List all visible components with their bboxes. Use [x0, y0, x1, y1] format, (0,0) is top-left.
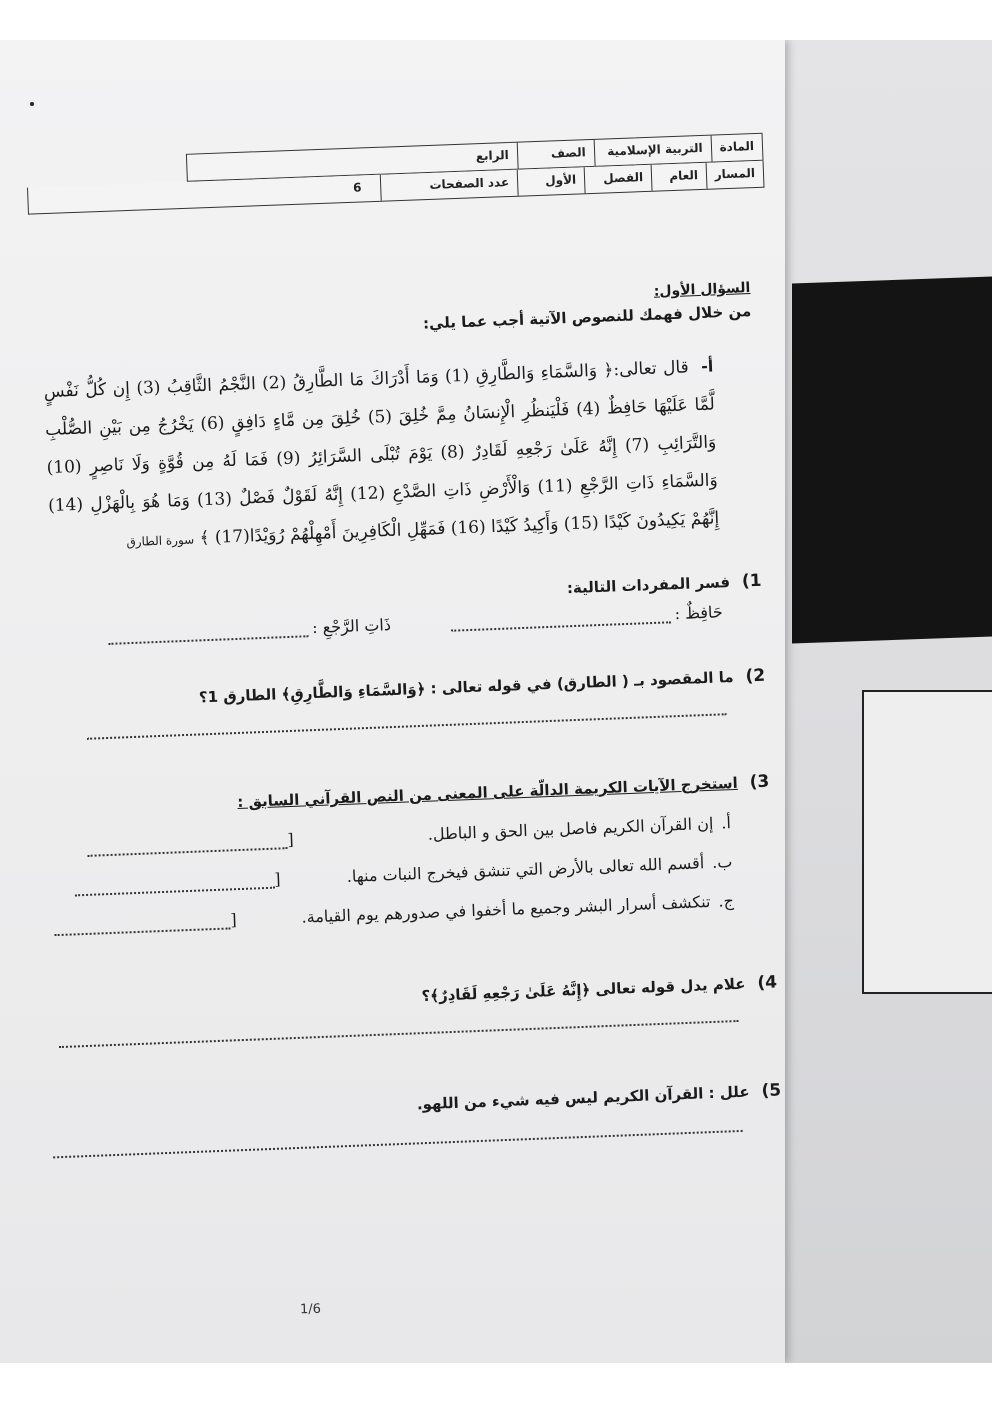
- q2-answer-line[interactable]: [87, 713, 727, 740]
- q1-answer2-line[interactable]: [109, 635, 309, 645]
- q3-text: استخرج الآيات الكريمة الدالّة على المعنى من النص القرآني السابق :: [236, 773, 739, 812]
- q3-b-bracket: [: [273, 869, 281, 889]
- q4-answer-line[interactable]: [59, 1020, 739, 1048]
- q3-item-b: [52, 852, 732, 897]
- section-title: السؤال الأول:: [653, 280, 751, 300]
- q5-number: 5): [761, 1080, 782, 1102]
- header-table: [18, 133, 765, 216]
- q2-text: ما المقصود بـ ( الطارق) في قوله تعالى : ﴿وَالسَّمَاءِ وَالطَّارِقِ﴾ الطارق 1؟: [198, 667, 734, 707]
- q3-b-text: أقسم الله تعالى بالأرض التي تنشق فيخرج النبات منها.: [346, 853, 705, 886]
- q3-number: 3): [749, 771, 770, 793]
- question-4: [57, 972, 778, 1048]
- section-intro: من خلال فهمك للنصوص الآتية أجب عما يلي:: [422, 301, 752, 333]
- quran-passage: [43, 347, 720, 564]
- q1-answer1-line[interactable]: [451, 621, 671, 631]
- side-page-box: [862, 690, 992, 994]
- subject-label: المادة: [710, 134, 762, 162]
- black-cover-flap: [792, 277, 992, 644]
- q5-text: علل : القرآن الكريم ليس فيه شيء من اللهو.: [416, 1082, 750, 1114]
- q4-text: علام يدل قوله تعالى ﴿إِنَّهُ عَلَىٰ رَجْعِهِ لَقَادِرٌ﴾؟: [421, 974, 746, 1006]
- grade-value: الرابع: [475, 148, 509, 164]
- part-label: أ-: [700, 356, 714, 376]
- q3-item-c: [54, 891, 734, 936]
- q1-word2: ذَاتِ الرَّجْعِ :: [311, 615, 392, 638]
- exam-sheet: [0, 40, 785, 1363]
- term-label: الفصل: [584, 165, 652, 193]
- q3-b-answer-line[interactable]: [75, 887, 275, 897]
- term-value: الأول: [517, 167, 585, 195]
- passage-source: سورة الطارق: [126, 532, 195, 550]
- track-value: العام: [651, 163, 707, 191]
- pages-label: عدد الصفحات: [380, 170, 518, 201]
- q1-word1: حَافِظٌ :: [674, 602, 724, 624]
- pages-value: 6: [352, 180, 362, 195]
- question-1: [42, 571, 763, 648]
- q3-c-text: تنكشف أسرار البشر وجميع ما أخفوا في صدورهم يوم القيامة.: [301, 891, 711, 927]
- track-label: المسار: [706, 161, 764, 189]
- q3-item-a: [51, 813, 731, 858]
- question-5: [61, 1080, 782, 1158]
- grade-label: الصف: [516, 140, 594, 169]
- q5-answer-line[interactable]: [53, 1130, 743, 1158]
- question-3: [49, 772, 774, 937]
- paper-speck: [30, 102, 34, 106]
- exam-content: [31, 280, 783, 1158]
- q3-a-text: إن القرآن الكريم فاصل بين الحق و الباطل.: [427, 813, 714, 844]
- q3-c-label: ج.: [718, 891, 735, 911]
- q4-number: 4): [756, 972, 778, 994]
- page-number: 1/6: [299, 1301, 322, 1318]
- q3-c-answer-line[interactable]: [55, 927, 231, 936]
- q3-b-label: ب.: [711, 852, 733, 872]
- passage-text: قال تعالى:﴿ وَالسَّمَاءِ وَالطَّارِقِ (1) وَمَا أَدْرَاكَ مَا الطَّارِقُ (2) النَّجْمُ الثَّاقِبُ (3) إِن كُلُّ نَفْسٍ لَّمَّا عَلَيْهَا حَافِظٌ (4) فَلْيَنظُرِ الْإِنسَانُ مِمَّ خُلِقَ (5) خُلِقَ مِن مَّاءٍ دَافِقٍ (6) يَخْرُجُ مِن بَيْنِ الصُّلْبِ وَالتَّرَائِبِ (7) إِنَّهُ عَلَىٰ رَجْعِهِ لَقَادِرٌ (8) يَوْمَ تُبْلَى السَّرَائِرُ (9) فَمَا لَهُ مِن قُوَّةٍ وَلَا نَاصِرٍ (10) وَالسَّمَاءِ ذَاتِ الرَّجْعِ (11) وَالْأَرْضِ ذَاتِ الصَّدْعِ (12) إِنَّهُ لَقَوْلٌ فَصْلٌ (13) وَمَا هُوَ بِالْهَزْلِ (14) إِنَّهُمْ يَكِيدُونَ كَيْدًا (15) وَأَكِيدُ كَيْدًا (16) فَمَهِّلِ الْكَافِرِينَ أَمْهِلْهُمْ رُوَيْدًا(17) ﴾: [43, 357, 720, 549]
- q2-number: 2): [745, 665, 766, 687]
- subject-value: التربية الإسلامية: [593, 136, 711, 166]
- q1-text: فسر المفردات التالية:: [566, 572, 731, 598]
- question-2: [45, 666, 766, 742]
- q3-a-bracket: [: [286, 829, 294, 850]
- q3-a-label: أ.: [720, 813, 732, 833]
- q3-c-bracket: [: [230, 910, 238, 930]
- q1-number: 1): [741, 570, 762, 592]
- photo-background: [0, 40, 992, 1363]
- q3-a-answer-line[interactable]: [88, 847, 288, 857]
